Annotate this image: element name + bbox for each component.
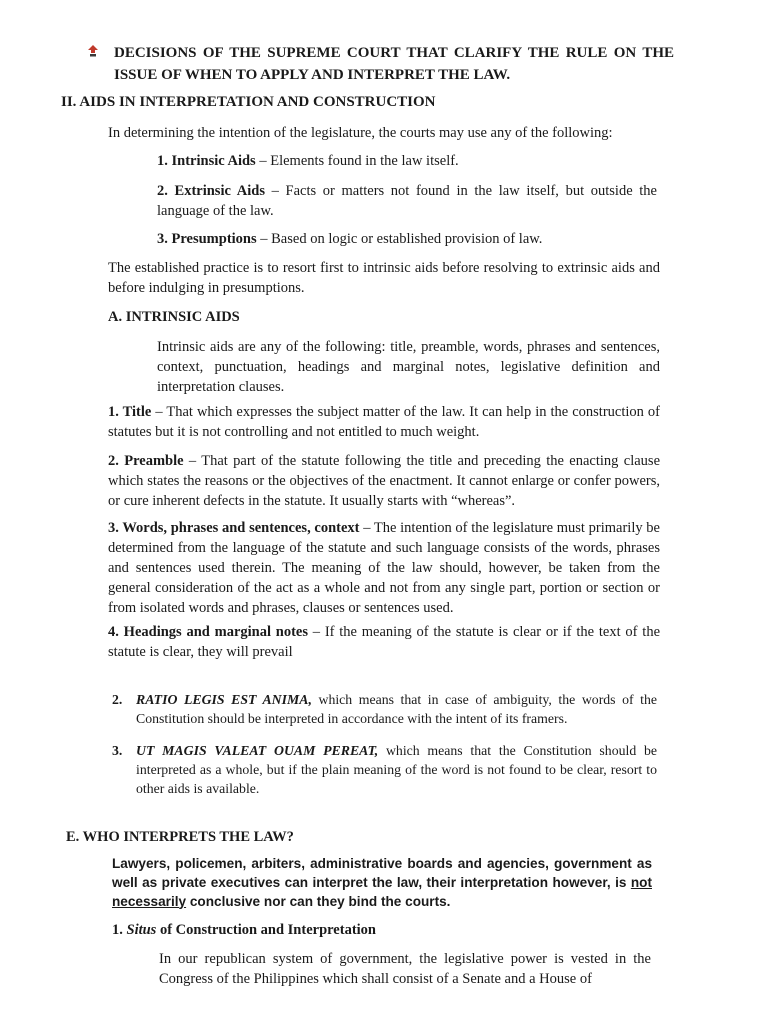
item-label: 1. Title [108, 404, 152, 420]
intrinsic-definition: Intrinsic aids are any of the following: title, preamble, words, phrases and sentences, context, punctuation, headings and marginal notes, legislative definition and interpretation clauses. [157, 339, 660, 395]
aids-intro: In determining the intention of the legislature, the courts may use any of the following: [108, 125, 613, 141]
maxim-term: UT MAGIS VALEAT OUAM PEREAT, [136, 743, 379, 758]
cut-off-heading: DECISIONS OF THE SUPREME COURT THAT CLARIFY THE RULE ON THE ISSUE OF WHEN TO APPLY AND INTERPRET THE LAW. [114, 45, 674, 81]
arrow-bullet-icon [86, 44, 100, 58]
item-text: – That part of the statute following the title and preceding the enacting clause which states the reasons or the objectives of the enactment. It cannot enlarge or confer powers, or cure inherent defects in the statute. It usually starts with “whereas”. [108, 453, 661, 509]
interpreters-text-end: conclusive nor can they bind the courts. [186, 893, 451, 909]
aid-label: 3. Presumptions [157, 231, 257, 247]
section-heading-aids: II. AIDS IN INTERPRETATION AND CONSTRUCTION [61, 94, 436, 110]
intrinsic-item-preamble [108, 451, 660, 511]
intrinsic-item-words [108, 518, 660, 618]
republican-paragraph: In our republican system of government, the legislative power is vested in the Congress of the Philippines which shall consist of a Senate and a House of [159, 951, 651, 987]
situs-heading [112, 920, 376, 940]
not-necessarily-underlined: not necessarily [112, 874, 652, 909]
situs-number: 1. [112, 922, 127, 938]
aid-label: 1. Intrinsic Aids [157, 153, 256, 169]
item-text: – If the meaning of the statute is clear or if the text of the statute is clear, they will prevail [108, 624, 660, 660]
item-label: 2. Preamble [108, 453, 184, 469]
practice-paragraph: The established practice is to resort first to intrinsic aids before resolving to extrinsic aids and before indulging in presumptions. [108, 260, 660, 296]
maxim-term: RATIO LEGIS EST ANIMA, [136, 692, 312, 707]
aid-text: – Facts or matters not found in the law itself, but outside the language of the law. [157, 183, 657, 219]
maxim-ut-magis [112, 741, 657, 798]
maxim-ratio-legis [112, 690, 657, 728]
aid-presumptions [157, 229, 657, 249]
item-text: – The intention of the legislature must primarily be determined from the language of the statute and such language consists of the words, phrases and sentences used therein. The meaning of the law should, however, be taken from the general consideration of the act as a whole and not from any single part, portion or section or from isolated words and phrases, clauses or sentences used. [108, 520, 660, 616]
aid-text: – Based on logic or established provision of law. [256, 231, 543, 247]
situs-rest: of Construction and Interpretation [156, 922, 376, 938]
maxim-number: 2. [112, 692, 123, 707]
item-text: – That which expresses the subject matter of the law. It can help in the construction of statutes but it is not controlling and not entitled to much weight. [108, 404, 660, 440]
who-interprets-heading: E. WHO INTERPRETS THE LAW? [66, 829, 294, 845]
intrinsic-item-headings [108, 622, 660, 662]
maxim-text: which means that the Constitution should be interpreted as a whole, but if the plain meaning of the word is not found to be clear, resort to other aids is available. [136, 743, 657, 797]
interpreters-text: Lawyers, policemen, arbiters, administrative boards and agencies, government as well as private executives can interpret the law, their interpretation however, is [112, 856, 652, 890]
aid-extrinsic [157, 181, 657, 221]
aid-text: – Elements found in the law itself. [255, 153, 459, 169]
situs-term: Situs [126, 922, 157, 938]
item-label: 3. Words, phrases and sentences, context [108, 520, 360, 536]
intrinsic-item-title [108, 402, 660, 442]
intrinsic-aids-heading: A. INTRINSIC AIDS [108, 309, 240, 325]
maxim-number: 3. [112, 743, 123, 758]
item-label: 4. Headings and marginal notes [108, 624, 309, 640]
interpreters-paragraph [112, 855, 652, 911]
maxim-text: which means that in case of ambiguity, the words of the Constitution should be interpreted in accordance with the intent of its framers. [136, 692, 657, 727]
aid-intrinsic [157, 151, 657, 171]
aid-label: 2. Extrinsic Aids [157, 183, 265, 199]
